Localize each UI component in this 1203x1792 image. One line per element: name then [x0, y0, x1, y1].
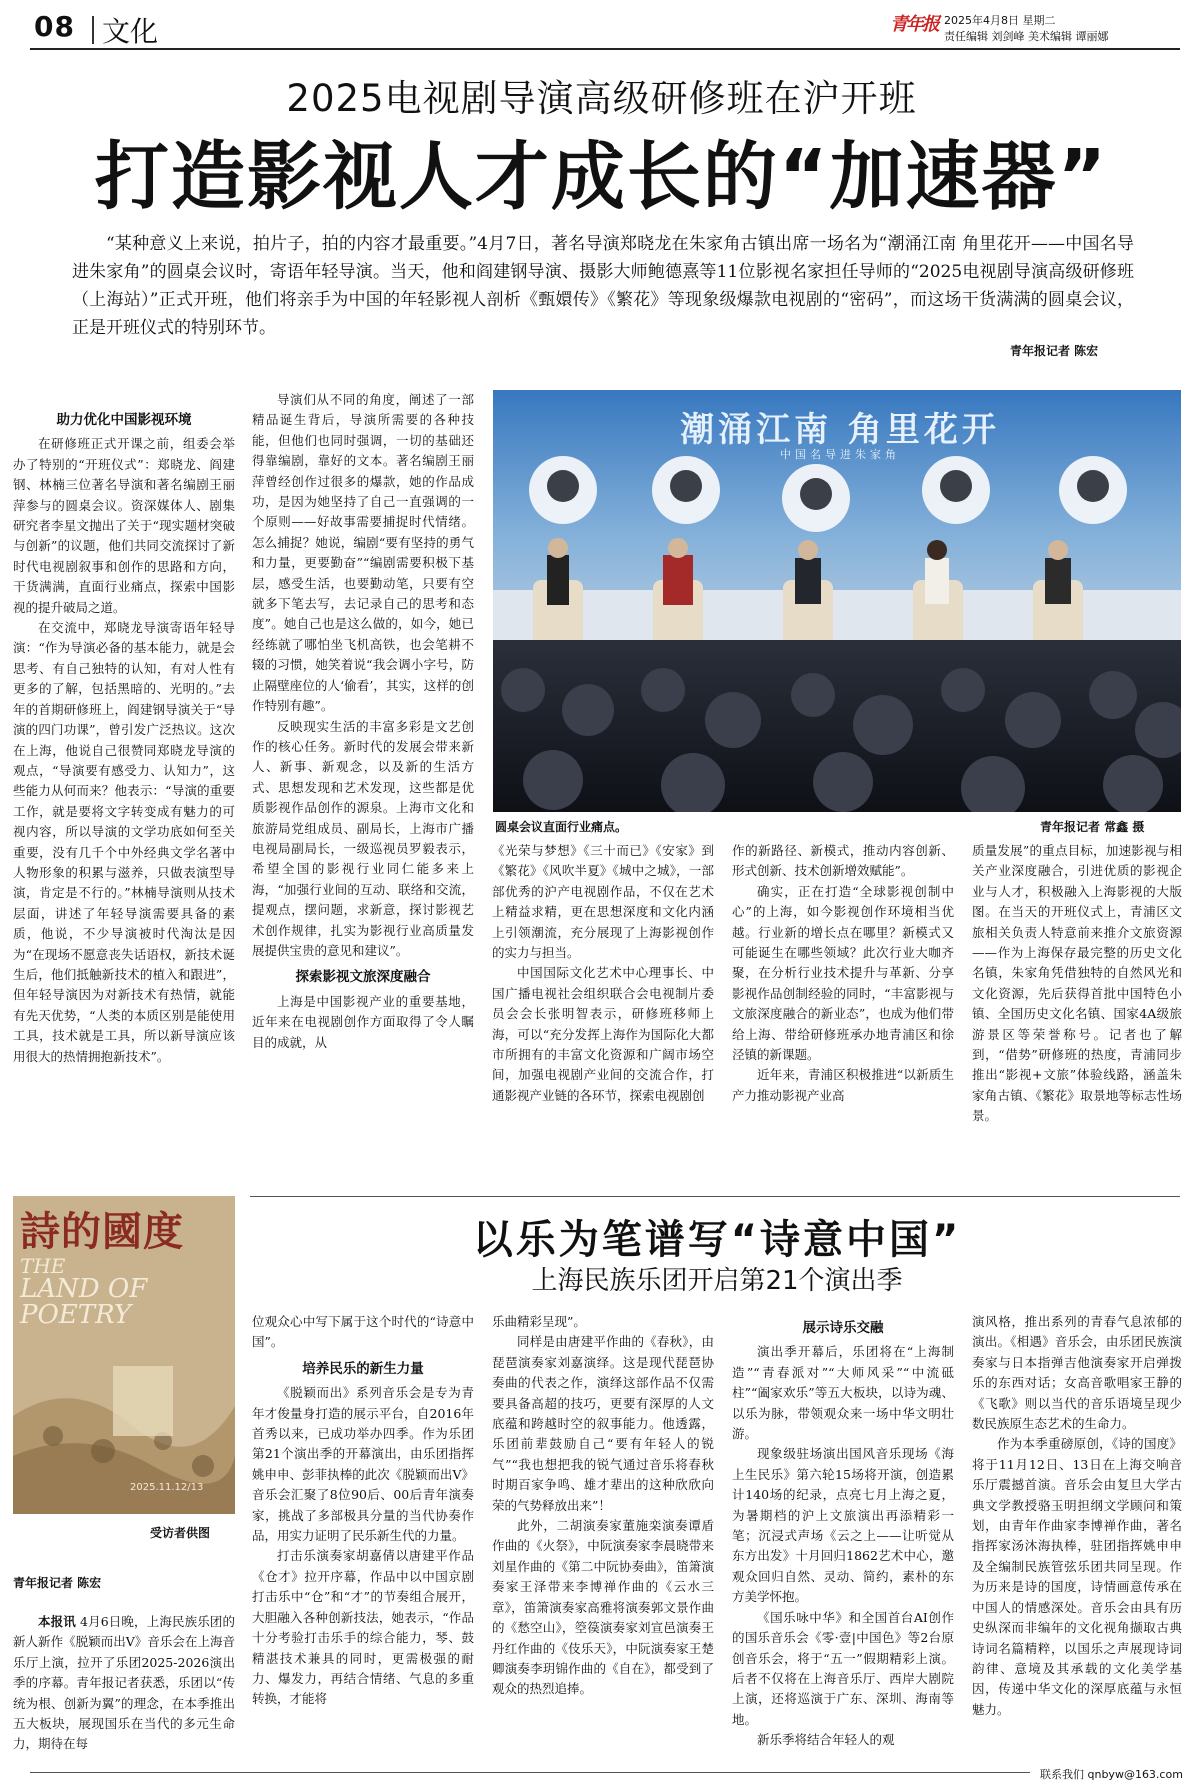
article2-col2-cont: 位观众心中写下属于这个时代的“诗意中国”。 [252, 1314, 474, 1350]
article1-lead-text: “某种意义上来说，拍片子，拍的内容才最重要。”4月7日，著名导演郑晓龙在朱家角古镇出席一场名为“潮涌江南 角里花开——中国名导进朱家角”的圆桌会议时，寄语年轻导演。当天，他和阎建钢导演、摄影大师鲍德熹等11位影视名家担任导师的“2025电视剧导演高级研修班（上海站）”正式开班，他们将亲手为中国的年轻影视人剖析《甄嬛传》《繁花》等现象级爆款电视剧的“密码”，而这场干货满满的圆桌会议，正是开班仪式的特别环节。 [72, 234, 1134, 338]
article2-column-4 [732, 1312, 954, 1751]
photo-banner-sub: 中国名导进朱家角 [780, 448, 900, 461]
article2-col5-para-1: 作为本季重磅原创，《诗的国度》将于11月12日、13日在上海交响音乐厅震撼首演。音乐会由复旦大学古典文学教授骆玉明担纲文学顾问和策划，由青年作曲家李博禅作曲，著名指挥家汤沐海执棒，驻团指挥姚申申及全编制民族管弦乐团共同呈现。作为历来是诗的国度，诗情画意传承在中国人的情感深处。音乐会由具有历史纵深而非编年的文化视角撷取古典诗词名篇精粹，以国乐之声展现诗词韵律、意境及其承载的文化美学基因，传递中华文化的深厚底蕴与永恒魅力。 [972, 1436, 1182, 1717]
header-rule [30, 48, 1180, 50]
poster-title-en-2: LAND OF [20, 1274, 148, 1304]
article2-subhead-1: 培养民乐的新生力量 [302, 1360, 424, 1377]
article2-col3-cont: 乐曲精彩呈现”。 [492, 1314, 586, 1329]
article-divider [250, 1196, 1180, 1197]
article1-col1-para-1: 在研修班正式开课之前，组委会举办了特别的“开班仪式”：郑晓龙、阎建钢、林楠三位著名导演和著名编剧王丽萍参与的圆桌会议。资深媒体人、剧集研究者李星文抛出了关于“现实题材突破与创新”的议题，他们共同交流探讨了新时代电视剧叙事和创作的思路和方向，干货满满，直面行业痛点，探索中国影视的提升破局之道。 [13, 436, 235, 615]
article1-col5-cont: 质量发展”的重点目标，加速影视与相关产业深度融合，引进优质的影视企业与人才，积极融入上海影视的大版图。在当天的开班仪式上，青浦区文旅相关负责人特意前来推介文旅资源——作为上海保存最完整的历史文化名镇，朱家角凭借独特的自然风光和文化资源，先后获得首批中国特色小镇、全国历史文化名镇、国家4A级旅游景区等荣誉称号。记者也了解到，“借势”研修班的热度，青浦同步推出“影视+文旅”体验线路，涵盖朱家角古镇、《繁花》取景地等标志性场景。 [972, 843, 1182, 1124]
article2-col3-para-1: 同样是由唐建平作曲的《春秋》，由琵琶演奏家刘嘉演绎。这是现代琵琶协奏曲的代表之作，演绎这部作品不仅需要具备高超的技巧，更要有深厚的人文底蕴和跨越时空的叙事能力。他透露，乐团前辈鼓励自己“要有年轻人的锐气”“我也想把我的锐气通过音乐将春秋时期百家争鸣、雄才辈出的这种欣欣向荣的气势释放出来”！ [492, 1334, 714, 1513]
article1-col4-para-2: 近年来，青浦区积极推进“以新质生产力推动影视产业高 [732, 1067, 954, 1103]
footer-contact: 联系我们 qnbyw@163.com [1040, 1768, 1183, 1781]
issue-date: 2025年4月8日 星期二 [944, 14, 1056, 27]
section-title: 文化 [102, 15, 159, 48]
article1-subhead-2: 探索影视文旅深度融合 [295, 969, 431, 986]
article2-subheadline: 上海民族乐团开启第21个演出季 [531, 1266, 903, 1296]
poster-title-en-3: POETRY [20, 1300, 132, 1330]
poster-title-cn: 詩的國度 [20, 1208, 184, 1255]
article2-headline: 以乐为笔谱写“诗意中国” [472, 1217, 962, 1263]
article2-col5-cont: 演风格，推出系列的青春气息浓郁的演出。《相遇》音乐会，由乐团民族演奏家与日本指弹吉他演奏家开启弹拨乐的东西对话；女高音歌唱家王静的《飞歌》则以当代的音乐语境呈现少数民族原生态艺术的生命力。 [972, 1314, 1182, 1432]
article1-column-1 [13, 404, 235, 1067]
article1-col2-para-1: 导演们从不同的角度，阐述了一部精品诞生背后，导演所需要的各种技能，但他们也同时强调，一切的基础还得靠编剧，靠好的文本。著名编剧王丽萍曾经创作过很多的爆款，她的作品成功，是因为她坚持了自己一直强调的一个原则——好故事需要捕捉时代情绪。怎么捕捉？她说，编剧“要有坚持的勇气和力量，更要勤奋”“编剧需要积极下基层，感受生活，也要勤动笔，只要有空就多下笔去写，去记录自己的思考和态度”。她自己也是这么做的，如今，她已经练就了哪怕坐飞机高铁，也会笔耕不辍的习惯，她笑着说“我会调小字号，防止隔壁座位的人‘偷看’，其实，这样的创作特别有趣”。 [252, 392, 474, 714]
article2-subhead-2: 展示诗乐交融 [802, 1320, 884, 1336]
article1-col1-para-2: 在交流中，郑晓龙导演寄语年轻导演：“作为导演必备的基本能力，就是会思考、有自己独特的认知，有对人性有更多的了解，包括黑暗的、光明的。”去年的首期研修班上，阎建钢导演关于“导演的四门功课”，曾引发广泛热议。这次在上海，他说自己很赞同郑晓龙导演的观点，“导演要有感受力、认知力”，这些能力从何而来？他表示：“导演的重要工作，就是要将文字转变成有魅力的可视内容，所以导演的文学功底如何至关重要，没有几千个中外经典文学名著中人物形象的积累与滋养，只做表演型导演，肯定是不行的。”林楠导演则从技术层面，讲述了年轻导演需要具备的素质，他说，不少导演被时代淘汰是因为“在现场不愿意丧失话语权，新技术诞生后，他们抵触新技术的植入和跟进”，但年轻导演因为对新技术有热情，就能有先天优势，“人类的本质区别是能使用工具，技术就是工具，所以新导演应该用很大的热情拥抱新技术”。 [13, 620, 235, 1064]
article2-col4-para-1: 演出季开幕后，乐团将在“上海制造”“青春派对”“大师风采”“中流砥柱”“阖家欢乐”等五大板块，以诗为魂、以乐为脉，带领观众来一场中华文明壮游。 [732, 1344, 954, 1442]
article1-headline: 打造影视人才成长的“加速器” [94, 134, 1109, 220]
article1-col3-cont: 《光荣与梦想》《三十而已》《安家》到《繁花》《风吹半夏》《城中之城》，一部部优秀的沪产电视剧作品，不仅在艺术上精益求精，更在思想深度和文化内涵上引领潮流，充分展现了上海影视创作的实力与担当。 [492, 843, 714, 961]
article1-column-5 [972, 841, 1182, 1127]
article1-col2-para-3: 上海是中国影视产业的重要基地，近年来在电视剧创作方面取得了令人瞩目的成就，从 [252, 993, 474, 1050]
article2-col1-text: 4月6日晚，上海民族乐团的新人新作《脱颖而出V》音乐会在上海音乐厅上演，拉开了乐团2025-2026演出季的序幕。青年报记者获悉，乐团以“传统为根、创新为翼”的理念，在本季推出五大板块，展现国乐在当代的多元生命力，期待在每 [13, 1614, 235, 1752]
footer-rule [30, 1772, 1030, 1773]
article2-column-2 [252, 1312, 474, 1710]
article1-col4-cont: 作的新路径、新模式，推动内容创新、形式创新、技术创新增效赋能”。 [732, 843, 954, 879]
article2-col2-para-1: 《脱颖而出》系列音乐会是专为青年才俊量身打造的展示平台，自2016年首秀以来，已成功举办四季。作为乐团第21个演出季的开幕演出，由乐团指挥姚申申、彭菲执棒的此次《脱颖而出V》音乐会汇聚了8位90后、00后青年演奏家，挑战了多部极具分量的当代协奏作品，用实力证明了民乐新生代的力量。 [252, 1385, 474, 1544]
article2-col4-para-3: 《国乐咏中华》和全国首台AI创作的国乐音乐会《零·壹|中国色》等2台原创音乐会，将于“五一”假期精彩上演。后者不仅将在上海音乐厅、西岸大剧院上演，还将巡演于广东、深圳、海南等地。 [732, 1609, 954, 1727]
article1-lead [72, 230, 1134, 342]
article2-col4-para-4: 新乐季将结合年轻人的观 [757, 1732, 895, 1748]
poster-credit: 受访者供图 [150, 1526, 211, 1540]
article1-column-4 [732, 841, 954, 1106]
article2-col2-para-2: 打击乐演奏家胡嘉倩以唐建平作品《仓才》拉开序幕，作品中以中国京剧打击乐中“仓”和“才”的节奏组合展开，大胆融入各种创新技法，她表示，“作品十分考验打击乐手的综合能力，琴、鼓精湛技术兼具的同时，更需极强的耐力、爆发力，再结合情绪、气息的多重转换，才能将 [252, 1548, 474, 1707]
photo-caption: 圆桌会议直面行业痛点。 [495, 820, 628, 834]
article2-byline: 青年报记者 陈宏 [13, 1576, 102, 1590]
poster-date: 2025.11.12/13 [130, 1482, 204, 1493]
photo-credit: 青年报记者 常鑫 摄 [1040, 820, 1145, 834]
article2-column-5 [972, 1312, 1182, 1720]
article1-col3-para-1: 中国国际文化艺术中心理事长、中国广播电视社会组织联合会电视制片委员会会长张明智表示，研修班移师上海，可以“充分发挥上海作为国际化大都市所拥有的丰富文化资源和广阔市场空间，加强电视剧产业间的交流合作，打通影视产业链的各环节，探索电视剧创 [492, 965, 714, 1103]
header-divider [92, 16, 94, 44]
editors-credit: 责任编辑 刘剑峰 美术编辑 谭丽娜 [944, 30, 1109, 43]
article2-column-1 [13, 1612, 235, 1755]
article1-col2-para-2: 反映现实生活的丰富多彩是文艺创作的核心任务。新时代的发展会带来新人、新事、新观念，以及新的生活方式、思想发现和艺术发现，这些都是优质影视作品创作的源泉。上海市文化和旅游局党组成员、副局长，上海市广播电视局副局长，一级巡视员罗毅表示，希望全国的影视行业同仁能多来上海，“加强行业间的互动、联络和交流，提观点，摆问题，求新意，探讨影视艺术创作规律，扎实为影视行业高质量发展提供宝贵的意见和建议”。 [252, 718, 474, 958]
article1-col4-para-1: 确实，正在打造“全球影视创制中心”的上海，如今影视创作环境相当优越。行业新的增长点在哪里？新模式又可能诞生在哪些领域？此次行业大咖齐聚，在分析行业技术提升与革新、分享影视作品创制经验的同时，“丰富影视与文旅深度融合的新业态”，也成为他们带给上海、带给研修班承办地青浦区和徐泾镇的新课题。 [732, 883, 954, 1063]
page-number: 08 [34, 10, 75, 43]
photo-banner: 潮涌江南 角里花开 [680, 410, 1000, 450]
article1-byline: 青年报记者 陈宏 [1010, 344, 1099, 358]
poster-title-en-1: THE [20, 1254, 66, 1278]
article2-col4-para-2: 现象级驻场演出国风音乐现场《海上生民乐》第六轮15场将开演，创造累计140场的纪录，点亮七月上海之夏，为暑期档的沪上文旅演出再添精彩一笔；沉浸式声场《云之上——让听觉从东方出发》十月回归1862艺术中心，邀观众回归自然、灵动、简约，素朴的东方美学怀抱。 [732, 1446, 954, 1605]
newspaper-logo: 青年报 [890, 14, 938, 35]
article1-subhead-1: 助力优化中国影视环境 [56, 412, 192, 428]
article2-col1-para-1 [13, 1612, 235, 1755]
article1-column-2 [252, 390, 474, 1053]
article2-col3-para-2: 此外，二胡演奏家董施栾演奏谭盾作曲的《火祭》，中阮演奏家李晨晓带来刘星作曲的《第二中阮协奏曲》，笛箫演奏家王泽带来李博禅作曲的《云水三章》，笛箫演奏家高雅将演奏郭文景作曲的《愁空山》，箜篌演奏家刘宣邑演奏王丹红作曲的《伎乐天》，中阮演奏家王楚卿演奏李玥锦作曲的《自在》，都受到了观众的热烈追捧。 [492, 1518, 714, 1697]
article2-column-3 [492, 1312, 714, 1700]
article2-lead-label: 本报讯 [38, 1614, 76, 1629]
article1-kicker: 2025电视剧导演高级研修班在沪开班 [286, 77, 917, 120]
article1-column-3 [492, 841, 714, 1106]
